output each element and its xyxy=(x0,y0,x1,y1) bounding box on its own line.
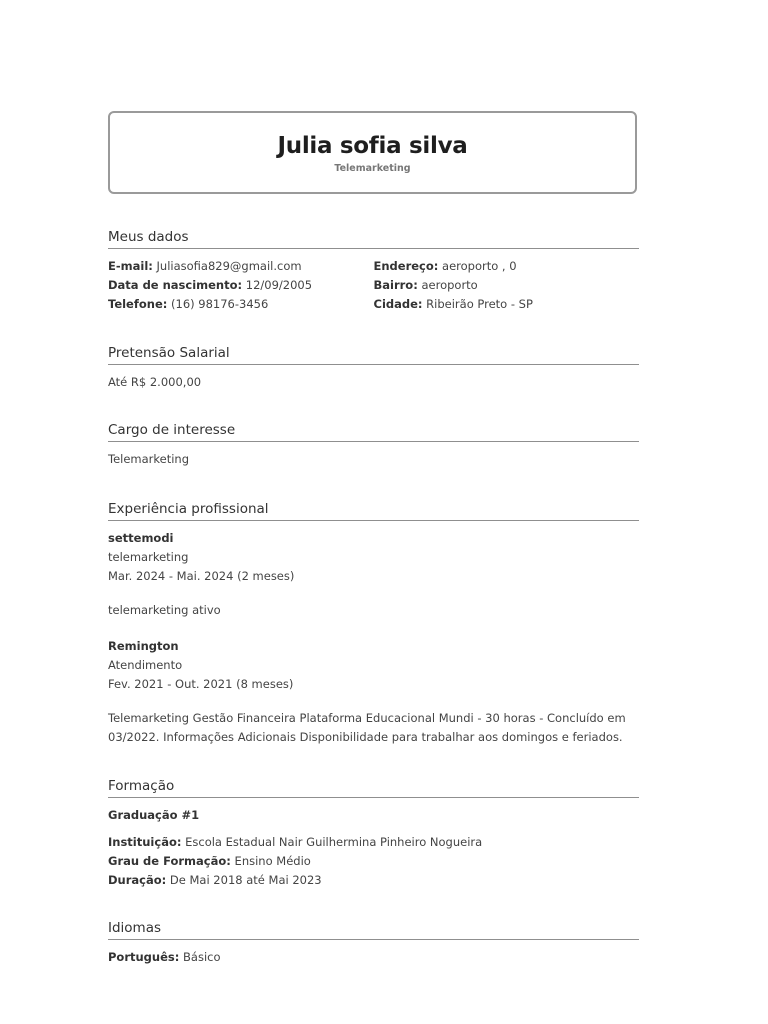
company-name: settemodi xyxy=(108,531,174,545)
neighborhood-row: Bairro: aeroporto xyxy=(373,278,478,292)
section-title: Meus dados xyxy=(108,229,639,249)
birthdate-row: Data de nascimento: 12/09/2005 xyxy=(108,278,313,292)
duration-row: Duração: De Mai 2018 até Mai 2023 xyxy=(108,873,322,887)
job-period: Mar. 2024 - Mai. 2024 (2 meses) xyxy=(108,569,295,583)
job-position: Atendimento xyxy=(108,658,183,672)
section-languages xyxy=(108,920,639,967)
email-row: E-mail: Juliasofia829@gmail.com xyxy=(108,259,302,273)
neighborhood-value: aeroporto xyxy=(421,278,478,292)
birthdate-value: 12/09/2005 xyxy=(245,278,313,292)
phone-row: Telefone: (16) 98176-3456 xyxy=(108,297,269,311)
personal-data-left xyxy=(108,257,374,314)
email-value: Juliasofia829@gmail.com xyxy=(156,259,302,273)
degree-row: Grau de Formação: Ensino Médio xyxy=(108,854,311,868)
salary-value: Até R$ 2.000,00 xyxy=(108,375,202,389)
resume-header xyxy=(108,111,637,194)
section-personal-data xyxy=(108,229,639,314)
phone-value: (16) 98176-3456 xyxy=(171,297,269,311)
experience-item xyxy=(108,529,639,620)
language-level: Básico xyxy=(183,950,221,964)
section-desired-position xyxy=(108,422,639,469)
desired-position-value: Telemarketing xyxy=(108,452,190,466)
company-name: Remington xyxy=(108,639,179,653)
duration-value: De Mai 2018 até Mai 2023 xyxy=(169,873,322,887)
job-description: telemarketing ativo xyxy=(108,603,221,617)
city-value: Ribeirão Preto - SP xyxy=(426,297,533,311)
degree-value: Ensino Médio xyxy=(234,854,311,868)
institution-value: Escola Estadual Nair Guilhermina Pinheiro Nogueira xyxy=(185,835,483,849)
candidate-name: Julia sofia silva xyxy=(277,133,468,159)
city-row: Cidade: Ribeirão Preto - SP xyxy=(373,297,533,311)
education-heading: Graduação #1 xyxy=(108,808,200,822)
section-title: Experiência profissional xyxy=(108,501,639,521)
section-salary xyxy=(108,345,639,392)
section-title: Idiomas xyxy=(108,920,639,940)
section-title: Cargo de interesse xyxy=(108,422,639,442)
experience-list xyxy=(108,529,639,747)
institution-row: Instituição: Escola Estadual Nair Guilhermina Pinheiro Nogueira xyxy=(108,835,483,849)
personal-data-right xyxy=(374,257,640,314)
language-row: Português: Básico xyxy=(108,950,221,964)
job-description: Telemarketing Gestão Financeira Plataforma Educacional Mundi - 30 horas - Concluído em 03/2022. Informações Adicionais Disponibilidade para trabalhar aos domingos e feriados. xyxy=(108,711,626,744)
section-education xyxy=(108,778,639,890)
section-experience xyxy=(108,501,639,747)
job-position: telemarketing xyxy=(108,550,189,564)
personal-data-grid xyxy=(108,257,639,314)
address-value: aeroporto , 0 xyxy=(442,259,517,273)
candidate-role: Telemarketing xyxy=(334,163,411,174)
address-row: Endereço: aeroporto , 0 xyxy=(373,259,517,273)
section-title: Formação xyxy=(108,778,639,798)
section-title: Pretensão Salarial xyxy=(108,345,639,365)
languages-list xyxy=(108,948,639,967)
job-period: Fev. 2021 - Out. 2021 (8 meses) xyxy=(108,677,294,691)
experience-item xyxy=(108,637,639,747)
education-details xyxy=(108,806,639,890)
